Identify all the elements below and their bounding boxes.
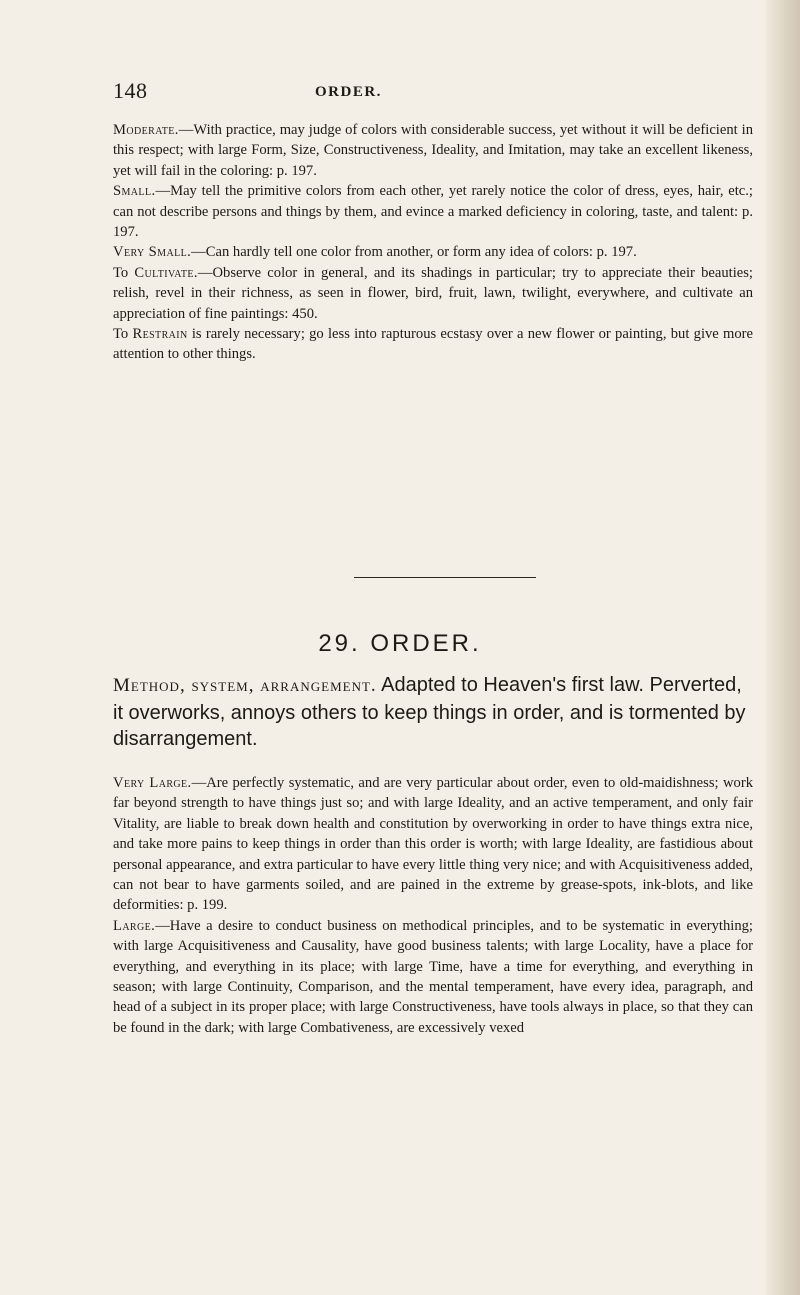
text-small: —May tell the primitive colors from each other, yet rarely notice the color of dress, eyes, hair, etc.; can not describe persons and things by them, and evince a marked deficiency in coloring, taste, and talent: p. 197. <box>113 183 753 241</box>
chapter-intro <box>113 672 753 753</box>
paragraph-very-large <box>113 773 753 916</box>
color-section <box>113 120 753 365</box>
paragraph-large <box>113 916 753 1038</box>
text-very-small: —Can hardly tell one color from another, or form any idea of colors: p. 197. <box>191 244 637 261</box>
running-head: ORDER. <box>315 84 382 100</box>
prefix-cultivate: To <box>113 264 135 281</box>
prefix-restrain: To <box>113 326 133 343</box>
term-very-large: Very Large. <box>113 775 192 791</box>
page-number: 148 <box>113 78 148 103</box>
order-section <box>113 773 753 1038</box>
term-very-small: Very Small. <box>113 244 192 261</box>
term-small: Small. <box>113 183 156 200</box>
term-moderate: Moderate. <box>113 122 179 138</box>
page-header <box>0 78 800 110</box>
text-very-large: —Are perfectly systematic, and are very particular about order, even to old-maidishness; work far beyond strength to have things just so; and with large Ideality, and an active temperament, and only fair Vitality, are liable to break down health and constitution by overworking in order to have things extra nice, and take more pains to keep things in order than this order is worth; with large Ideality, are fastidious about personal appearance, and extra particular to have every little thing very nice; and with Acquisitiveness added, can not bear to have garments soiled, and are pained in the extreme by grease-spots, ink-blots, and like deformities: p. 199. <box>113 775 753 914</box>
paragraph-small <box>113 181 753 242</box>
definition-paragraph <box>113 672 753 753</box>
paragraph-cultivate <box>113 263 753 324</box>
text-restrain: is rarely necessary; go less into rapturous ecstasy over a new flower or painting, but give more attention to other things. <box>113 326 754 363</box>
paragraph-very-small <box>113 242 753 262</box>
term-restrain: Restrain <box>132 326 188 343</box>
paragraph-restrain <box>113 324 753 365</box>
definition-lead: Method, system, arrangement. <box>113 675 377 696</box>
term-cultivate: Cultivate. <box>134 264 198 281</box>
section-divider <box>354 577 536 578</box>
text-cultivate: —Observe color in general, and its shadings in particular; try to appreciate their beauties; relish, revel in their richness, as seen in flower, bird, fruit, lawn, twilight, everywhere, and cultivate an appreciation of fine paintings: 450. <box>113 264 753 322</box>
definition-text: Adapted to Heaven's first law. Perverted, it overworks, annoys others to keep things in order, and is tormented by disarrangement. <box>113 674 746 750</box>
term-large: Large. <box>113 917 156 934</box>
text-moderate: —With practice, may judge of colors with considerable success, yet without it will be deficient in this respect; with large Form, Size, Constructiveness, Ideality, and Imitation, may take an excellent likeness, yet will fail in the coloring: p. 197. <box>113 122 753 179</box>
chapter-heading: 29. ORDER. <box>318 630 482 657</box>
paragraph-moderate <box>113 120 753 181</box>
text-large: —Have a desire to conduct business on methodical principles, and to be systematic in everything; with large Acquisitiveness and Causality, have good business talents; with large Locality, have a place for everything, and everything in its place; with large Time, have a time for everything, and everything in season; with large Continuity, Comparison, and the mental temperament, have every idea, paragraph, and head of a subject in its proper place; with large Constructiveness, have tools always in place, so that they can be found in the dark; with large Combativeness, are excessively vexed <box>113 917 753 1036</box>
